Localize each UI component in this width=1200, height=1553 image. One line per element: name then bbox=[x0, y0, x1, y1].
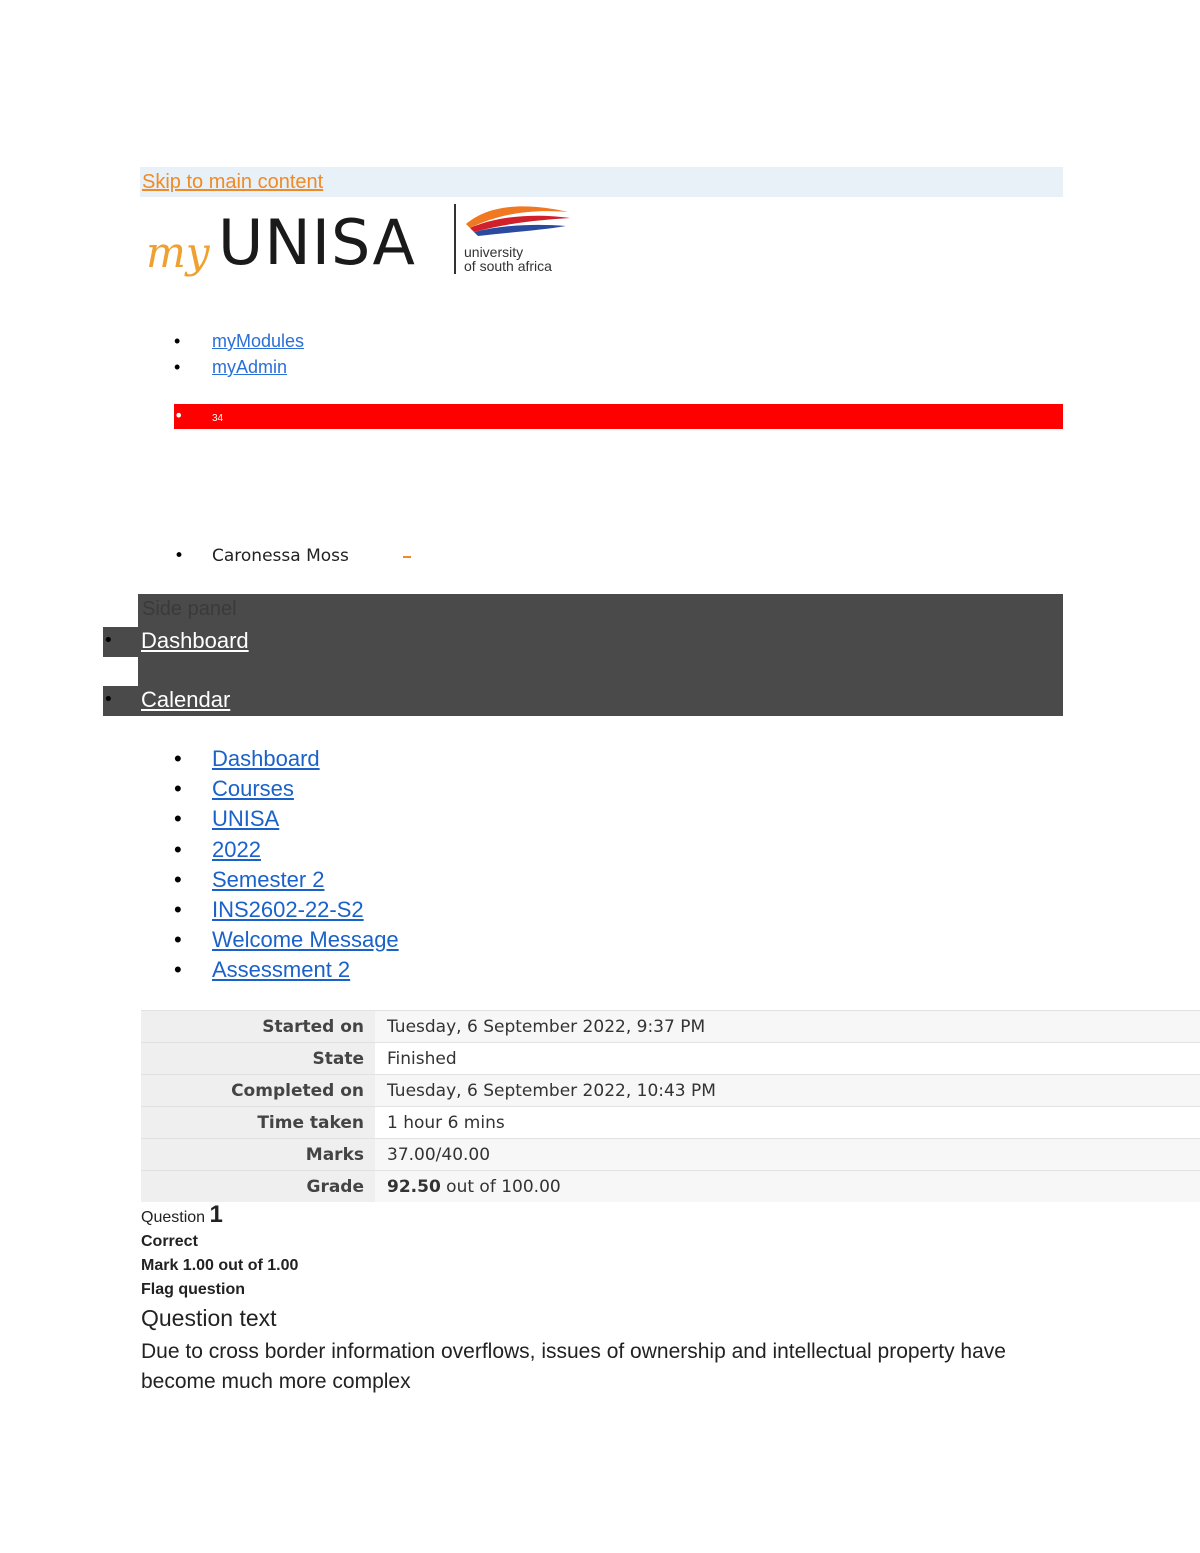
top-nav bbox=[174, 328, 304, 380]
user-menu-toggle[interactable] bbox=[403, 556, 411, 558]
side-panel-dashboard-link[interactable]: Dashboard bbox=[141, 628, 249, 653]
flag-question-button[interactable]: Flag question bbox=[141, 1281, 245, 1298]
question-status: Correct bbox=[141, 1233, 198, 1250]
summary-value: Finished bbox=[375, 1043, 1200, 1075]
side-panel bbox=[138, 594, 1063, 716]
breadcrumb-item bbox=[174, 835, 399, 865]
grade-out-of: out of 100.00 bbox=[440, 1176, 561, 1197]
logo-divider bbox=[454, 204, 456, 274]
top-nav-item-mymodules bbox=[174, 328, 304, 354]
summary-label: Grade bbox=[141, 1171, 375, 1203]
breadcrumb-courses-link[interactable]: Courses bbox=[212, 776, 294, 802]
breadcrumb-assessment-link[interactable]: Assessment 2 bbox=[212, 957, 351, 983]
breadcrumb-item bbox=[174, 895, 399, 925]
breadcrumb-item bbox=[174, 804, 399, 834]
summary-value: Tuesday, 6 September 2022, 10:43 PM bbox=[375, 1075, 1200, 1107]
skip-to-main-content-link[interactable]: Skip to main content bbox=[142, 171, 324, 193]
table-row bbox=[141, 1139, 1200, 1171]
summary-value: 1 hour 6 mins bbox=[375, 1107, 1200, 1139]
breadcrumb-item bbox=[174, 955, 399, 985]
grade-value: 92.50 bbox=[387, 1176, 441, 1197]
side-panel-calendar-link[interactable]: Calendar bbox=[141, 687, 231, 712]
breadcrumb-unisa-link[interactable]: UNISA bbox=[212, 806, 280, 832]
question-mark: Mark 1.00 out of 1.00 bbox=[141, 1257, 299, 1274]
summary-label: State bbox=[141, 1043, 375, 1075]
table-row bbox=[141, 1075, 1200, 1107]
notification-bar[interactable] bbox=[174, 404, 1063, 429]
breadcrumb-item bbox=[174, 925, 399, 955]
question-number-row bbox=[141, 1203, 298, 1230]
summary-label: Started on bbox=[141, 1011, 375, 1043]
top-nav-item-myadmin bbox=[174, 354, 304, 380]
side-panel-title: Side panel bbox=[142, 598, 237, 620]
logo-south-africa-text: of south africa bbox=[464, 258, 552, 274]
user-menu bbox=[174, 544, 349, 568]
flag-swoosh-icon bbox=[462, 202, 572, 242]
summary-label: Marks bbox=[141, 1139, 375, 1171]
notification-count[interactable]: 34 bbox=[212, 413, 224, 424]
breadcrumb-item bbox=[174, 744, 399, 774]
question-number: 1 bbox=[209, 1201, 223, 1228]
logo-unisa-text: UNISA bbox=[218, 206, 416, 279]
logo-university-text: university bbox=[464, 244, 524, 260]
mymodules-link[interactable]: myModules bbox=[212, 331, 305, 351]
summary-value: 37.00/40.00 bbox=[375, 1139, 1200, 1171]
question-prefix: Question bbox=[141, 1209, 210, 1226]
breadcrumb-semester-link[interactable]: Semester 2 bbox=[212, 866, 325, 892]
table-row bbox=[141, 1011, 1200, 1043]
breadcrumb-welcome-message-link[interactable]: Welcome Message bbox=[212, 927, 399, 953]
user-menu-item[interactable] bbox=[174, 544, 349, 568]
breadcrumb bbox=[174, 744, 399, 986]
summary-label: Completed on bbox=[141, 1075, 375, 1107]
table-row bbox=[141, 1171, 1200, 1203]
breadcrumb-2022-link[interactable]: 2022 bbox=[212, 836, 261, 862]
notification-bullet: • bbox=[174, 406, 184, 425]
side-panel-bullet: • bbox=[103, 689, 114, 710]
question-text-heading: Question text bbox=[141, 1305, 277, 1331]
table-row bbox=[141, 1107, 1200, 1139]
breadcrumb-dashboard-link[interactable]: Dashboard bbox=[212, 746, 320, 771]
summary-value bbox=[375, 1171, 1200, 1203]
breadcrumb-course-code-link[interactable]: INS2602-22-S2 bbox=[212, 897, 364, 923]
breadcrumb-item bbox=[174, 865, 399, 895]
myunisa-logo[interactable] bbox=[140, 200, 580, 300]
table-row bbox=[141, 1043, 1200, 1075]
question-text: Due to cross border information overflows, issues of ownership and intellectual property have become much more complex bbox=[141, 1340, 1006, 1393]
side-panel-bullet: • bbox=[103, 630, 114, 651]
user-name[interactable]: Caronessa Moss bbox=[212, 546, 349, 566]
summary-label: Time taken bbox=[141, 1107, 375, 1139]
summary-value: Tuesday, 6 September 2022, 9:37 PM bbox=[375, 1011, 1200, 1043]
logo-my-text: my bbox=[146, 228, 210, 277]
attempt-summary-table bbox=[141, 1010, 1200, 1202]
myadmin-link[interactable]: myAdmin bbox=[212, 357, 288, 377]
question-info bbox=[141, 1203, 298, 1302]
breadcrumb-item bbox=[174, 774, 399, 804]
